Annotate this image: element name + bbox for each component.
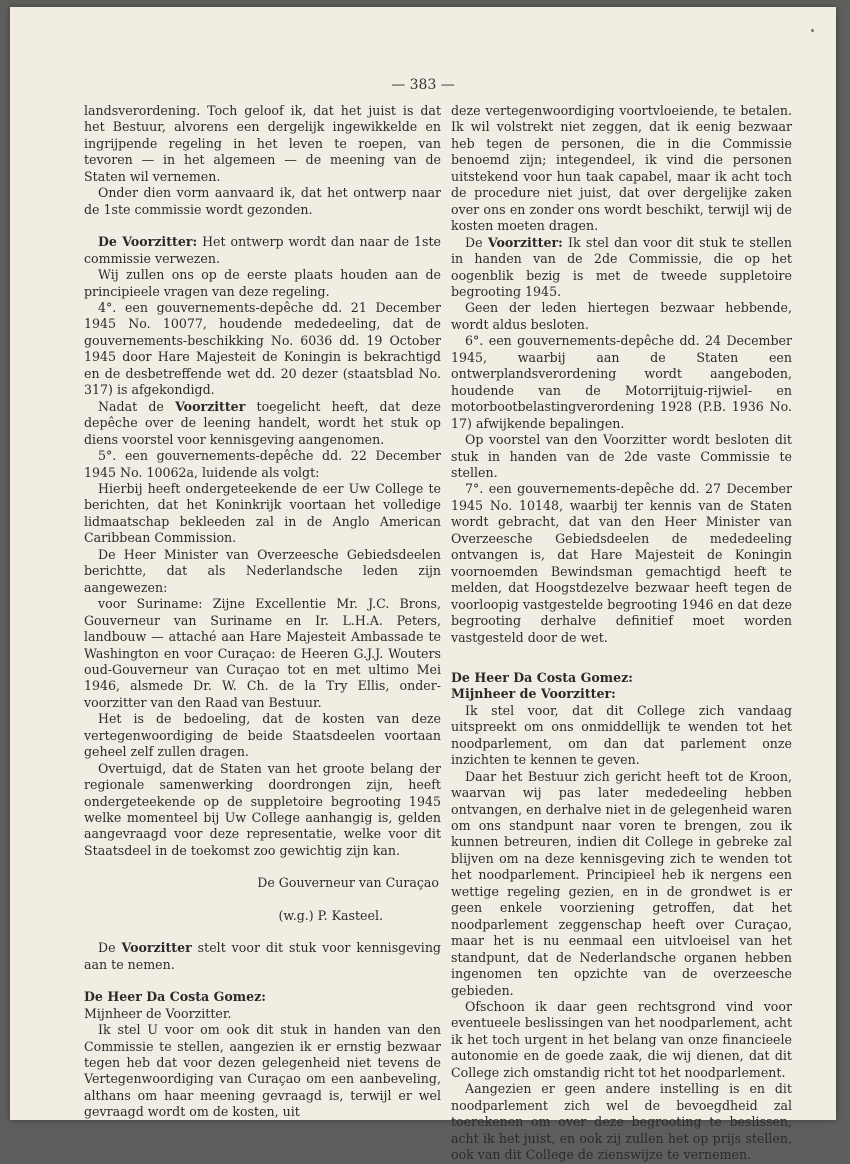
agenda-item: 5°. een gouvernements-depêche dd. 22 December 1945 No. 10062a, luidende als volgt: [84,448,441,480]
paragraph: Mijnheer de Voorzitter. [84,1005,232,1021]
salutation: Mijnheer de Voorzitter: [451,686,616,702]
letter-paragraph: Overtuigd, dat de Staten van het groote belang der regionale samenwerking doordrongen zijn, heeft ondergeteekende op de suppletoire begrooting 1945 welke momenteel bij Uw College aanhangig is, gelden aangevraagd voor deze representatie, welke voor dit Staatsdeel in de toekomst zoo gewichtig zijn kan. [84,760,441,858]
paragraph: Aangezien er geen andere instelling is en dit noodparlement zich wel de bevoegdheid zal toerekenen om over deze begrooting te beslissen, acht ik het juist, en ook zij zullen het op prijs stellen, ook van dit College de zienswijze te vernemen. [451,1081,792,1163]
text-run: Nadat de [98,398,176,414]
text-run: stelt voor dit stuk voor kennisgeving aan te nemen. [84,940,441,972]
speaker-name: Voorzitter [175,398,246,414]
signature-title: De Gouverneur van Curaçao [257,875,439,891]
text-run: De [98,940,122,956]
paragraph: Op voorstel van den Voorzitter wordt besloten dit stuk in handen van de 2de vaste Commissie te stellen. [451,432,792,480]
paragraph: Wij zullen ons op de eerste plaats houden aan de principieele vragen van deze regeling. [84,267,441,299]
speaker-paragraph [451,235,792,301]
speaker-name: Voorzitter [121,940,192,956]
speech-text: Ik stel dan voor dit stuk te stellen in handen van de 2de Commissie, die op het oogenblik bezig is met de tweede suppletoire begrooting 1945. [451,234,792,299]
speaker-name: De Voorzitter: [98,234,198,250]
page-speck [811,29,814,32]
paragraph: Ik stel U voor om ook dit stuk in handen van den Commissie te stellen, aangezien ik er ernstig bezwaar tegen heb dat voor dezen gelegenheid niet tevens de Vertegenwoordiging van Curaçao om een aanbeveling, althans om haar meening gevraagd is, terwijl er wel gevraagd wordt om de kosten, uit [84,1022,441,1120]
letter-paragraph: voor Suriname: Zijne Excellentie Mr. J.C. Brons, Gouverneur van Suriname en Ir. L.H.A. Peters, landbouw — attaché aan Hare Majesteit Ambassade te Washington en voor Curaçao: de Heeren G.J.J. Wouters oud-Gouverneur van Curaçao tot en met ultimo Mei 1946, alsmede Dr. W. Ch. de la Try Ellis, onder-voorzitter van den Raad van Bestuur. [84,596,441,710]
agenda-item: 4°. een gouvernements-depêche dd. 21 December 1945 No. 10077, houdende mededeeling, dat de gouvernements-beschikking No. 6036 dd. 19 October 1945 door Hare Majesteit de Koningin is bekrachtigd en de desbetreffende wet dd. 20 dezer (staatsblad No. 317) is afgekondigd. [84,299,441,398]
paragraph [84,399,441,448]
letter-paragraph: Hierbij heeft ondergeteekende de eer Uw College te berichten, dat het Koninkrijk voortaan het volledige lidmaatschap bekleeden zal in de Anglo American Caribbean Commission. [84,480,441,546]
paragraph: Ofschoon ik daar geen rechtsgrond vind voor eventueele beslissingen van het noodparlement, acht ik het toch urgent in het belang van onze financieele autonomie en de goede zaak, die wij dienen, dat dit College zich omstandig richt tot het noodparlement. [451,999,792,1080]
agenda-item: 7°. een gouvernements-depêche dd. 27 December 1945 No. 10148, waarbij ter kennis van de Staten wordt gebracht, dat van den Heer Minister van Overzeesche Gebiedsdeelen de mededeeling ontvangen is, dat Hare Majesteit de Koningin voornoemden Bewindsman gemachtigd heeft te melden, dat Hoogstdezelve bezwaar heeft tegen de voorloopig vastgestelde begrooting 1946 en dat deze begrooting derhalve definitief moet worden vastgesteld door de wet. [451,481,792,645]
letter-paragraph: De Heer Minister van Overzeesche Gebiedsdeelen berichtte, dat als Nederlandsche leden zijn aangewezen: [84,546,441,595]
right-column [451,103,792,1164]
page-number: — 383 — [391,77,455,93]
speaker-name: De Heer Da Costa Gomez: [84,989,266,1005]
speech-text: Het ontwerp wordt dan naar de 1ste commissie verwezen. [84,234,441,266]
paragraph: Geen der leden hiertegen bezwaar hebbende, wordt aldus besloten. [451,300,792,332]
page-sheet [10,7,836,1163]
paragraph: Daar het Bestuur zich gericht heeft tot de Kroon, waarvan wij pas later mededeeling hebben ontvangen, en derhalve niet in de gelegenheid waren om ons standpunt naar voren te brengen, zou ik kunnen betreuren, indien dit College in gebreke zal blijven om na deze kennisgeving zich te wenden tot het noodparlement. Principieel heb ik nergens een wettige regeling gezien, en in de grondwet is er geen enkele voorziening getroffen, dat het noodparlement zeggenschap heeft over Curaçao, maar het is nu eenmaal een uitvloeisel van het standpunt, dat de Nederlandsche organen hebben ingenomen ten opzichte van de overzeesche gebieden. [451,768,792,998]
paragraph: Onder dien vorm aanvaard ik, dat het ontwerp naar de 1ste commissie wordt gezonden. [84,185,441,217]
speaker-name: De Heer Da Costa Gomez: [451,669,633,685]
speaker-heading [451,686,792,702]
paragraph [84,940,441,973]
speaker-heading [84,989,441,1005]
text-run: De [465,234,488,250]
paragraph: landsverordening. Toch geloof ik, dat het juist is dat het Bestuur, alvorens een dergelijk ingewikkelde en ingrijpende regeling in het leven te roepen, van tevoren — in het algemeen — de meening van de Staten wil vernemen. [84,103,441,184]
agenda-item: 6°. een gouvernements-depêche dd. 24 December 1945, waarbij aan de Staten een ontwerplandsverordening wordt aangeboden, houdende van de Motorrijtuig-rijwiel- en motorbootbelastingverordening 1928 (P.B. 1936 No. 17) afwijkende bepalingen. [451,333,792,431]
speaker-heading [451,670,792,686]
signature-name: (w.g.) P. Kasteel. [278,907,383,923]
letter-paragraph: Het is de bedoeling, dat de kosten van deze vertegenwoordiging de beide Staatsdeelen voortaan geheel zelf zullen dragen. [84,711,441,760]
paragraph: deze vertegenwoordiging voortvloeiende, te betalen. Ik wil volstrekt niet zeggen, dat ik eenig bezwaar heb tegen de personen, die in die Commissie benoemd zijn; integendeel, ik vind die personen uitstekend voor hun taak capabel, maar ik acht toch de procedure niet juist, dat over dergelijke zaken over ons en zonder ons wordt beschikt, terwijl wij de kosten moeten dragen. [451,103,792,234]
left-column [84,103,441,1121]
text-run: toegelicht heeft, dat deze depêche over de leening handelt, wordt het stuk op diens voorstel voor kennisgeving aangenomen. [84,398,441,447]
speaker-paragraph [84,234,441,267]
paragraph: Ik stel voor, dat dit College zich vandaag uitspreekt om ons onmiddellijk te wenden tot het noodparlement, om dan dat parlement onze inzichten te kennen te geven. [451,702,792,768]
speaker-name: Voorzitter: [487,234,563,250]
